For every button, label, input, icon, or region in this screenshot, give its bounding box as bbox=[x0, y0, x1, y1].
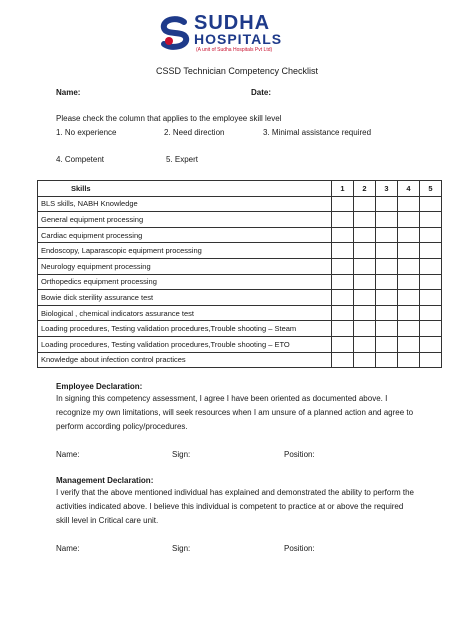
level-3-checkbox-cell[interactable] bbox=[376, 290, 398, 306]
date-label: Date: bbox=[251, 88, 272, 97]
skill-name: Knowledge about infection control practices bbox=[38, 352, 332, 368]
level-4-checkbox-cell[interactable] bbox=[398, 290, 420, 306]
level-4-checkbox-cell[interactable] bbox=[398, 352, 420, 368]
level-5-header: 5 bbox=[420, 181, 442, 197]
level-5-checkbox-cell[interactable] bbox=[420, 305, 442, 321]
level-4-checkbox-cell[interactable] bbox=[398, 227, 420, 243]
level-3-checkbox-cell[interactable] bbox=[376, 258, 398, 274]
level-2-checkbox-cell[interactable] bbox=[354, 258, 376, 274]
management-declaration-text: I verify that the above mentioned individual has explained and demonstrated the ability to perform the activities indicated above. I believe this individual is competent to practice at or above the required skill level in Critical care unit. bbox=[56, 488, 414, 525]
instruction-text: Please check the column that applies to the employee skill level bbox=[56, 114, 282, 123]
level-5-checkbox-cell[interactable] bbox=[420, 196, 442, 212]
table-row bbox=[38, 336, 442, 352]
level-2-checkbox-cell[interactable] bbox=[354, 227, 376, 243]
level-1-checkbox-cell[interactable] bbox=[332, 227, 354, 243]
skill-name: Orthopedics equipment processing bbox=[38, 274, 332, 290]
brand-name-secondary: HOSPITALS bbox=[194, 31, 283, 47]
level-1-checkbox-cell[interactable] bbox=[332, 243, 354, 259]
table-row bbox=[38, 352, 442, 368]
skill-name: BLS skills, NABH Knowledge bbox=[38, 196, 332, 212]
level-5-checkbox-cell[interactable] bbox=[420, 274, 442, 290]
table-row bbox=[38, 196, 442, 212]
level-1-header: 1 bbox=[332, 181, 354, 197]
management-position-label: Position: bbox=[284, 544, 315, 553]
level-5-checkbox-cell[interactable] bbox=[420, 290, 442, 306]
level-1-checkbox-cell[interactable] bbox=[332, 321, 354, 337]
level-1-checkbox-cell[interactable] bbox=[332, 274, 354, 290]
level-2-checkbox-cell[interactable] bbox=[354, 305, 376, 321]
level-5-checkbox-cell[interactable] bbox=[420, 227, 442, 243]
level-5-checkbox-cell[interactable] bbox=[420, 212, 442, 228]
level-4-header: 4 bbox=[398, 181, 420, 197]
management-sign-label: Sign: bbox=[172, 544, 191, 553]
management-name-label: Name: bbox=[56, 544, 80, 553]
level-3-checkbox-cell[interactable] bbox=[376, 352, 398, 368]
level-3-checkbox-cell[interactable] bbox=[376, 336, 398, 352]
level-2-checkbox-cell[interactable] bbox=[354, 274, 376, 290]
level-4-checkbox-cell[interactable] bbox=[398, 336, 420, 352]
employee-declaration-text: In signing this competency assessment, I agree I have been oriented as documented above. I recognize my own limitations, will seek resources when I am unsure of a planned action and agree to perform according policy/procedures. bbox=[56, 394, 414, 431]
level-1-checkbox-cell[interactable] bbox=[332, 258, 354, 274]
level-1-checkbox-cell[interactable] bbox=[332, 196, 354, 212]
employee-sign-label: Sign: bbox=[172, 450, 191, 459]
level-1-checkbox-cell[interactable] bbox=[332, 305, 354, 321]
table-row bbox=[38, 305, 442, 321]
skill-name: Loading procedures, Testing validation procedures,Trouble shooting – Steam bbox=[38, 321, 332, 337]
level-4-label: 4. Competent bbox=[56, 155, 105, 164]
employee-declaration-heading: Employee Declaration: bbox=[56, 382, 143, 391]
level-5-checkbox-cell[interactable] bbox=[420, 321, 442, 337]
brand-tagline: (A unit of Sudha Hospitals Pvt Ltd) bbox=[196, 47, 273, 53]
level-4-checkbox-cell[interactable] bbox=[398, 258, 420, 274]
level-4-checkbox-cell[interactable] bbox=[398, 196, 420, 212]
hospital-logo bbox=[158, 14, 318, 54]
table-header-row bbox=[38, 181, 442, 197]
skill-name: Endoscopy, Laparascopic equipment processing bbox=[38, 243, 332, 259]
level-4-checkbox-cell[interactable] bbox=[398, 305, 420, 321]
level-3-checkbox-cell[interactable] bbox=[376, 321, 398, 337]
level-2-checkbox-cell[interactable] bbox=[354, 243, 376, 259]
level-2-checkbox-cell[interactable] bbox=[354, 212, 376, 228]
employee-name-label: Name: bbox=[56, 450, 80, 459]
level-2-header: 2 bbox=[354, 181, 376, 197]
skill-name: Loading procedures, Testing validation procedures,Trouble shooting – ETO bbox=[38, 336, 332, 352]
brand-name: SUDHA bbox=[194, 12, 271, 34]
table-row bbox=[38, 274, 442, 290]
table-row bbox=[38, 290, 442, 306]
skill-name: General equipment processing bbox=[38, 212, 332, 228]
management-declaration-heading: Management Declaration: bbox=[56, 476, 154, 485]
skills-table-body bbox=[38, 196, 442, 368]
level-2-checkbox-cell[interactable] bbox=[354, 336, 376, 352]
skill-name: Neurology equipment processing bbox=[38, 258, 332, 274]
skills-table bbox=[37, 180, 442, 368]
level-1-checkbox-cell[interactable] bbox=[332, 212, 354, 228]
table-row bbox=[38, 258, 442, 274]
level-2-label: 2. Need direction bbox=[164, 128, 225, 137]
level-3-header: 3 bbox=[376, 181, 398, 197]
sudha-logo-icon bbox=[158, 16, 192, 50]
level-4-checkbox-cell[interactable] bbox=[398, 243, 420, 259]
table-row bbox=[38, 243, 442, 259]
table-row bbox=[38, 227, 442, 243]
employee-position-label: Position: bbox=[284, 450, 315, 459]
skill-name: Cardiac equipment processing bbox=[38, 227, 332, 243]
skill-name: Bowie dick sterility assurance test bbox=[38, 290, 332, 306]
level-5-checkbox-cell[interactable] bbox=[420, 336, 442, 352]
level-5-checkbox-cell[interactable] bbox=[420, 258, 442, 274]
level-2-checkbox-cell[interactable] bbox=[354, 196, 376, 212]
level-3-checkbox-cell[interactable] bbox=[376, 243, 398, 259]
level-2-checkbox-cell[interactable] bbox=[354, 290, 376, 306]
form-title: CSSD Technician Competency Checklist bbox=[156, 66, 318, 76]
level-4-checkbox-cell[interactable] bbox=[398, 274, 420, 290]
level-3-checkbox-cell[interactable] bbox=[376, 196, 398, 212]
level-3-label: 3. Minimal assistance required bbox=[263, 128, 372, 137]
level-4-checkbox-cell[interactable] bbox=[398, 212, 420, 228]
level-5-checkbox-cell[interactable] bbox=[420, 352, 442, 368]
level-1-label: 1. No experience bbox=[56, 128, 117, 137]
level-4-checkbox-cell[interactable] bbox=[398, 321, 420, 337]
level-2-checkbox-cell[interactable] bbox=[354, 321, 376, 337]
level-3-checkbox-cell[interactable] bbox=[376, 227, 398, 243]
table-row bbox=[38, 321, 442, 337]
table-row bbox=[38, 212, 442, 228]
level-3-checkbox-cell[interactable] bbox=[376, 212, 398, 228]
level-1-checkbox-cell[interactable] bbox=[332, 352, 354, 368]
level-5-label: 5. Expert bbox=[166, 155, 199, 164]
level-3-checkbox-cell[interactable] bbox=[376, 274, 398, 290]
level-1-checkbox-cell[interactable] bbox=[332, 290, 354, 306]
skill-name: Biological , chemical indicators assurance test bbox=[38, 305, 332, 321]
level-2-checkbox-cell[interactable] bbox=[354, 352, 376, 368]
skills-header: Skills bbox=[38, 181, 332, 197]
name-label: Name: bbox=[56, 88, 81, 97]
level-3-checkbox-cell[interactable] bbox=[376, 305, 398, 321]
level-5-checkbox-cell[interactable] bbox=[420, 243, 442, 259]
level-1-checkbox-cell[interactable] bbox=[332, 336, 354, 352]
